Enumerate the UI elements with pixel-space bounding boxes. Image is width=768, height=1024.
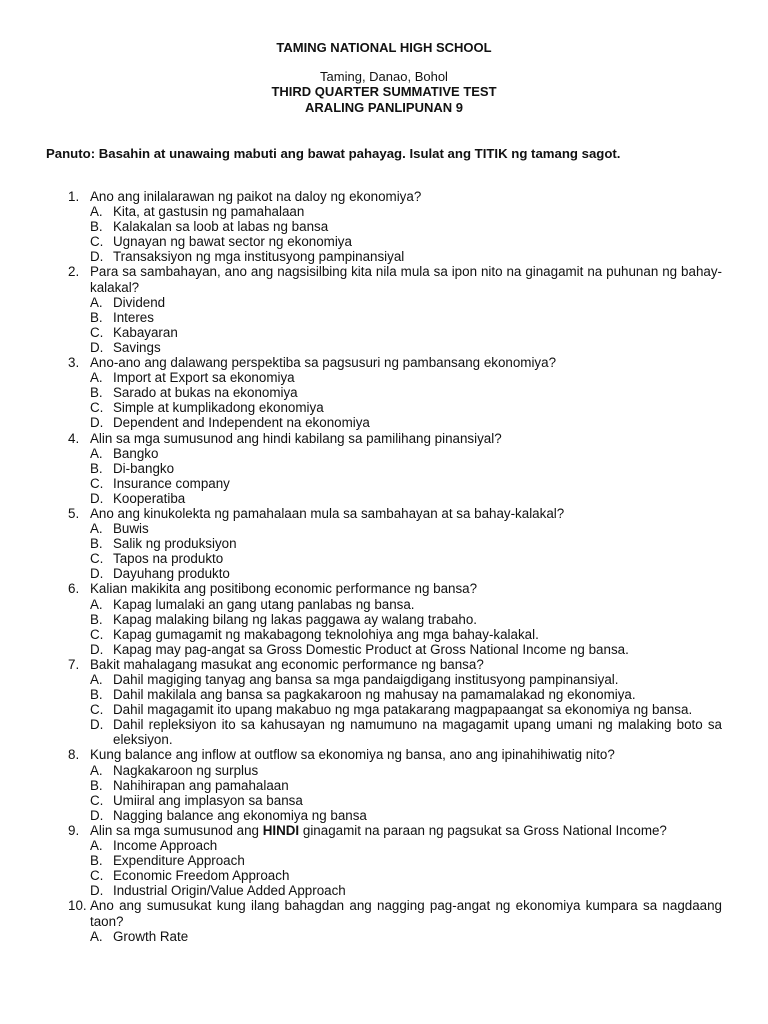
answer-option xyxy=(90,204,722,219)
option-text: Buwis xyxy=(113,521,149,537)
option-text: Dahil repleksiyon ito sa kahusayan ng namumuno na magagamit upang umani ng malaking boto sa eleksiyon. xyxy=(113,717,722,748)
answer-option xyxy=(90,702,722,717)
test-title: THIRD QUARTER SUMMATIVE TEST xyxy=(271,84,497,99)
option-text: Kalakalan sa loob at labas ng bansa xyxy=(113,219,329,235)
option-text: Bangko xyxy=(113,445,159,461)
answer-option xyxy=(90,763,722,778)
option-letter: C. xyxy=(90,475,104,491)
question-number: 1. xyxy=(68,189,80,204)
option-text: Kabayaran xyxy=(113,324,178,340)
question-item xyxy=(0,657,768,748)
option-text: Nahihirapan ang pamahalaan xyxy=(113,777,289,793)
option-letter: D. xyxy=(90,717,104,733)
school-name: TAMING NATIONAL HIGH SCHOOL xyxy=(276,40,492,55)
question-number: 3. xyxy=(68,355,80,371)
answer-option xyxy=(90,310,722,325)
option-text: Sarado at bukas na ekonomiya xyxy=(113,385,298,401)
option-text: Kapag malaking bilang ng lakas paggawa ay walang trabaho. xyxy=(113,611,478,627)
option-text: Economic Freedom Approach xyxy=(113,868,290,884)
option-text: Simple at kumplikadong ekonomiya xyxy=(113,400,324,416)
answer-option xyxy=(90,325,722,340)
option-letter: B. xyxy=(90,536,103,552)
option-text: Income Approach xyxy=(113,838,218,854)
option-text: Nagkakaroon ng surplus xyxy=(113,762,259,778)
option-text: Dependent and Independent na ekonomiya xyxy=(113,415,370,431)
option-letter: C. xyxy=(90,702,104,718)
answer-option xyxy=(90,400,722,415)
answer-option xyxy=(90,536,722,551)
option-letter: B. xyxy=(90,687,103,703)
answer-option xyxy=(90,340,722,355)
answer-option xyxy=(90,597,722,612)
option-letter: A. xyxy=(90,204,103,220)
option-text: Kapag may pag-angat sa Gross Domestic Product at Gross National Income ng bansa. xyxy=(113,641,629,657)
question-list xyxy=(0,189,768,944)
option-letter: A. xyxy=(90,521,103,537)
option-text: Salik ng produksiyon xyxy=(113,536,237,552)
option-text: Insurance company xyxy=(113,475,230,491)
question-item xyxy=(0,189,768,264)
answer-option xyxy=(90,672,722,687)
option-letter: C. xyxy=(90,551,104,567)
option-letter: D. xyxy=(90,490,104,506)
answer-option xyxy=(90,838,722,853)
option-text: Dahil magagamit ito upang makabuo ng mga patakarang magpapaangat sa ekonomiya ng bansa. xyxy=(113,702,693,718)
option-text: Expenditure Approach xyxy=(113,853,245,869)
question-text: Bakit mahalagang masukat ang economic performance ng bansa? xyxy=(90,656,484,672)
option-text: Dividend xyxy=(113,294,166,310)
answer-option xyxy=(90,717,722,747)
question-text: Para sa sambahayan, ano ang nagsisilbing kita nila mula sa ipon nito na ginagamit na puhunan ng bahay-kalakal? xyxy=(90,264,722,295)
question-item xyxy=(0,898,768,943)
answer-option xyxy=(90,249,722,264)
option-text: Industrial Origin/Value Added Approach xyxy=(113,883,346,899)
answer-option xyxy=(90,219,722,234)
answer-option xyxy=(90,491,722,506)
option-letter: B. xyxy=(90,777,103,793)
answer-option xyxy=(90,627,722,642)
option-letter: B. xyxy=(90,219,103,235)
question-item xyxy=(0,355,768,430)
option-letter: B. xyxy=(90,853,103,869)
answer-option xyxy=(90,793,722,808)
answer-option xyxy=(90,778,722,793)
option-text: Kooperatiba xyxy=(113,490,186,506)
option-letter: A. xyxy=(90,762,103,778)
answer-option xyxy=(90,566,722,581)
answer-option xyxy=(90,521,722,536)
question-item xyxy=(0,823,768,898)
question-text-emphasis: HINDI xyxy=(262,822,300,838)
option-text: Growth Rate xyxy=(113,928,189,944)
question-text: Kalian makikita ang positibong economic performance ng bansa? xyxy=(90,581,478,597)
answer-option xyxy=(90,868,722,883)
answer-option xyxy=(90,385,722,400)
question-text: Kung balance ang inflow at outflow sa ekonomiya ng bansa, ano ang ipinahihiwatig nito? xyxy=(90,747,615,763)
question-item xyxy=(0,581,768,656)
option-letter: B. xyxy=(90,309,103,325)
question-item xyxy=(0,264,768,355)
answer-option xyxy=(90,883,722,898)
option-letter: B. xyxy=(90,385,103,401)
answer-option xyxy=(90,853,722,868)
option-text: Savings xyxy=(113,339,161,355)
question-number: 9. xyxy=(68,822,80,838)
option-letter: D. xyxy=(90,249,104,265)
option-letter: C. xyxy=(90,400,104,416)
option-text: Kapag lumalaki an gang utang panlabas ng bansa. xyxy=(113,596,415,612)
option-letter: D. xyxy=(90,566,104,582)
option-text: Dayuhang produkto xyxy=(113,566,230,582)
question-number: 2. xyxy=(68,264,80,280)
option-letter: B. xyxy=(90,611,103,627)
question-number: 7. xyxy=(68,656,80,672)
answer-option xyxy=(90,808,722,823)
instructions: Panuto: Basahin at unawaing mabuti ang bawat pahayag. Isulat ang TITIK ng tamang sagot. xyxy=(46,146,621,161)
option-text: Tapos na produkto xyxy=(113,551,224,567)
question-item xyxy=(0,747,768,822)
option-letter: D. xyxy=(90,807,104,823)
question-text-part: Alin sa mga sumusunod ang xyxy=(90,822,263,838)
question-item xyxy=(0,506,768,581)
option-letter: C. xyxy=(90,868,104,884)
option-letter: D. xyxy=(90,339,104,355)
option-letter: A. xyxy=(90,596,103,612)
answer-option xyxy=(90,642,722,657)
option-letter: D. xyxy=(90,883,104,899)
option-text: Kapag gumagamit ng makabagong teknolohiya ang mga bahay-kalakal. xyxy=(113,626,539,642)
option-text: Di-bangko xyxy=(113,460,175,476)
question-text: Ano ang inilalarawan ng paikot na daloy ng ekonomiya? xyxy=(90,189,422,204)
option-letter: D. xyxy=(90,415,104,431)
question-text: Ano ang sumusukat kung ilang bahagdan ang nagging pag-angat ng ekonomiya kumpara sa nagdaang taon? xyxy=(90,898,722,929)
question-item xyxy=(0,431,768,506)
option-letter: A. xyxy=(90,672,103,687)
question-number: 8. xyxy=(68,747,80,763)
answer-option xyxy=(90,687,722,702)
answer-option xyxy=(90,415,722,430)
option-letter: C. xyxy=(90,792,104,808)
answer-option xyxy=(90,929,722,944)
answer-option xyxy=(90,446,722,461)
option-text: Kita, at gastusin ng pamahalaan xyxy=(113,204,305,220)
school-address: Taming, Danao, Bohol xyxy=(320,69,448,84)
answer-option xyxy=(90,295,722,310)
option-letter: A. xyxy=(90,445,103,461)
option-letter: A. xyxy=(90,294,103,310)
option-letter: C. xyxy=(90,324,104,340)
option-letter: C. xyxy=(90,234,104,250)
answer-option xyxy=(90,234,722,249)
option-text: Transaksiyon ng mga institusyong pampinansiyal xyxy=(113,249,405,265)
question-text: Alin sa mga sumusunod ang hindi kabilang sa pamilihang pinansiyal? xyxy=(90,430,502,446)
question-number: 5. xyxy=(68,505,80,521)
option-letter: B. xyxy=(90,460,103,476)
question-text xyxy=(90,823,722,838)
question-text-part: ginagamit na paraan ng pagsukat sa Gross National Income? xyxy=(299,822,667,838)
answer-option xyxy=(90,612,722,627)
option-text: Ugnayan ng bawat sector ng ekonomiya xyxy=(113,234,352,250)
subject-title: ARALING PANLIPUNAN 9 xyxy=(305,100,463,115)
option-text: Umiiral ang implasyon sa bansa xyxy=(113,792,303,808)
question-number: 6. xyxy=(68,581,80,597)
option-text: Import at Export sa ekonomiya xyxy=(113,370,295,386)
option-text: Nagging balance ang ekonomiya ng bansa xyxy=(113,807,367,823)
question-text: Ano-ano ang dalawang perspektiba sa pagsusuri ng pambansang ekonomiya? xyxy=(90,355,557,371)
option-letter: A. xyxy=(90,928,103,944)
answer-option xyxy=(90,370,722,385)
option-letter: C. xyxy=(90,626,104,642)
option-text: Dahil magiging tanyag ang bansa sa mga pandaigdigang institusyong pampinansiyal. xyxy=(113,672,619,687)
answer-option xyxy=(90,461,722,476)
option-text: Interes xyxy=(113,309,154,325)
question-number: 10. xyxy=(68,898,87,914)
option-text: Dahil makilala ang bansa sa pagkakaroon ng mahusay na pamamalakad ng ekonomiya. xyxy=(113,687,636,703)
answer-option xyxy=(90,551,722,566)
option-letter: A. xyxy=(90,370,103,386)
answer-option xyxy=(90,476,722,491)
option-letter: D. xyxy=(90,641,104,657)
option-letter: A. xyxy=(90,838,103,854)
question-text: Ano ang kinukolekta ng pamahalaan mula sa sambahayan at sa bahay-kalakal? xyxy=(90,505,565,521)
question-number: 4. xyxy=(68,430,80,446)
